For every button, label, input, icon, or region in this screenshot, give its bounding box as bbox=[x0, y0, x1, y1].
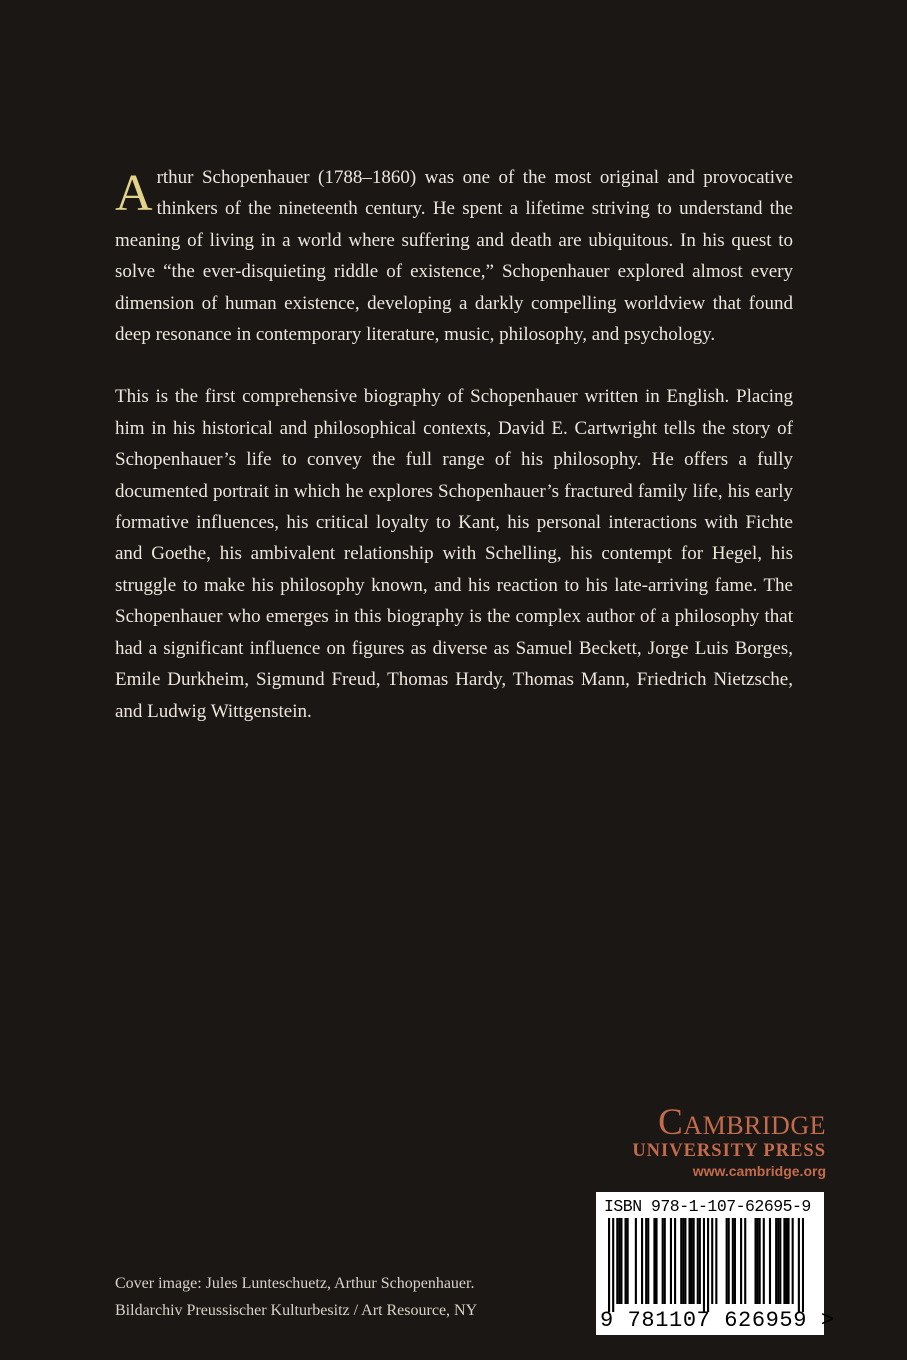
barcode-bar bbox=[662, 1218, 664, 1304]
barcode-bar bbox=[711, 1218, 713, 1304]
barcode-bar bbox=[754, 1218, 756, 1304]
barcode-bar bbox=[616, 1218, 618, 1304]
barcode-bar bbox=[635, 1218, 637, 1304]
barcode-bar bbox=[693, 1218, 695, 1304]
barcode-bar bbox=[653, 1218, 655, 1304]
barcode-bar bbox=[655, 1218, 657, 1304]
barcode-bar bbox=[798, 1218, 800, 1312]
barcode-bar bbox=[785, 1218, 787, 1304]
barcode-bar bbox=[740, 1218, 742, 1304]
barcode-digits: 9 781107 626959 > bbox=[600, 1308, 835, 1333]
publisher-name: Cambridge bbox=[658, 1102, 826, 1143]
barcode-bar bbox=[647, 1218, 649, 1304]
blurb-paragraph-2: This is the first comprehensive biography of Schopenhauer written in English. Placing him in his historical and philosophical contexts, David E. Cartwright tells the story of Schopenhauer’s life to convey the full range of his philosophy. He offers a fully documented portrait in which he explores Schopenhauer’s fractured family life, his early formative influences, his critical loyalty to Kant, his personal interactions with Fichte and Goethe, his ambivalent relationship with Schelling, his contempt for Hegel, his struggle to make his philosophy known, and his reaction to his late-arriving fame. The Schopenhauer who emerges in this biography is the complex author of a philosophy that had a significant influence on figures as diverse as Samuel Beckett, Jorge Luis Borges, Emile Durkheim, Sigmund Freud, Thomas Hardy, Thomas Mann, Friedrich Nietzsche, and Ludwig Wittgenstein. bbox=[115, 386, 793, 722]
barcode-bar bbox=[645, 1218, 647, 1304]
barcode-bar bbox=[680, 1218, 682, 1304]
barcode-bar bbox=[625, 1218, 627, 1304]
barcode-bar bbox=[728, 1218, 730, 1304]
barcode-bar bbox=[802, 1218, 804, 1312]
barcode-bar bbox=[627, 1218, 629, 1304]
barcode-bar bbox=[777, 1218, 779, 1304]
barcode-bar bbox=[684, 1218, 686, 1304]
blurb-paragraph-1 bbox=[115, 162, 793, 350]
barcode-bar bbox=[787, 1218, 789, 1304]
barcode-bar bbox=[726, 1218, 728, 1304]
barcode-bar bbox=[691, 1218, 693, 1304]
barcode-bar bbox=[744, 1218, 746, 1304]
barcode-bar bbox=[783, 1218, 785, 1304]
barcode-bar bbox=[763, 1218, 765, 1304]
barcode-bar bbox=[620, 1218, 622, 1304]
isbn-label: ISBN 978-1-107-62695-9 bbox=[604, 1197, 811, 1216]
barcode-bar bbox=[732, 1218, 734, 1304]
credit-line-2: Bildarchiv Preussischer Kulturbesitz / Art Resource, NY bbox=[115, 1302, 478, 1319]
barcode-bar bbox=[688, 1218, 690, 1304]
barcode-bars bbox=[608, 1218, 804, 1312]
barcode-bar bbox=[674, 1218, 676, 1304]
barcode-bar bbox=[670, 1218, 672, 1304]
publisher-url: www.cambridge.org bbox=[692, 1163, 826, 1179]
barcode-bar bbox=[641, 1218, 643, 1304]
barcode-bar bbox=[775, 1218, 777, 1304]
publisher-subname: UNIVERSITY PRESS bbox=[632, 1141, 826, 1161]
barcode-bar bbox=[757, 1218, 759, 1304]
barcode-bar bbox=[715, 1218, 717, 1304]
barcode-bar bbox=[769, 1218, 771, 1304]
publisher-logo bbox=[594, 1103, 826, 1179]
barcode-bar bbox=[792, 1218, 794, 1304]
cover-blurb bbox=[115, 162, 793, 727]
cover-image-credit bbox=[115, 1270, 615, 1324]
barcode-bar bbox=[734, 1218, 736, 1304]
barcode-bar bbox=[697, 1218, 699, 1304]
drop-cap: A bbox=[115, 165, 153, 222]
barcode-bar bbox=[707, 1218, 709, 1312]
barcode-bar bbox=[682, 1218, 684, 1304]
credit-line-1: Cover image: Jules Lunteschuetz, Arthur Schopenhauer. bbox=[115, 1275, 475, 1292]
barcode-bar bbox=[618, 1218, 620, 1304]
barcode-bar bbox=[759, 1218, 761, 1304]
barcode-bar bbox=[703, 1218, 705, 1312]
blurb-paragraph-1-text: rthur Schopenhauer (1788–1860) was one of the most original and provocative thinkers of the nineteenth century. He spent a lifetime striving to understand the meaning of living in a world where suffering and death are ubiquitous. In his quest to solve “the ever-disquieting riddle of existence,” Schopenhauer explored almost every dimension of human existence, developing a darkly compelling worldview that found deep resonance in contemporary literature, music, philosophy, and psychology. bbox=[115, 167, 793, 346]
barcode-bar bbox=[779, 1218, 781, 1304]
barcode-bar bbox=[699, 1218, 701, 1304]
barcode-bar bbox=[664, 1218, 666, 1304]
isbn-barcode bbox=[596, 1192, 835, 1335]
